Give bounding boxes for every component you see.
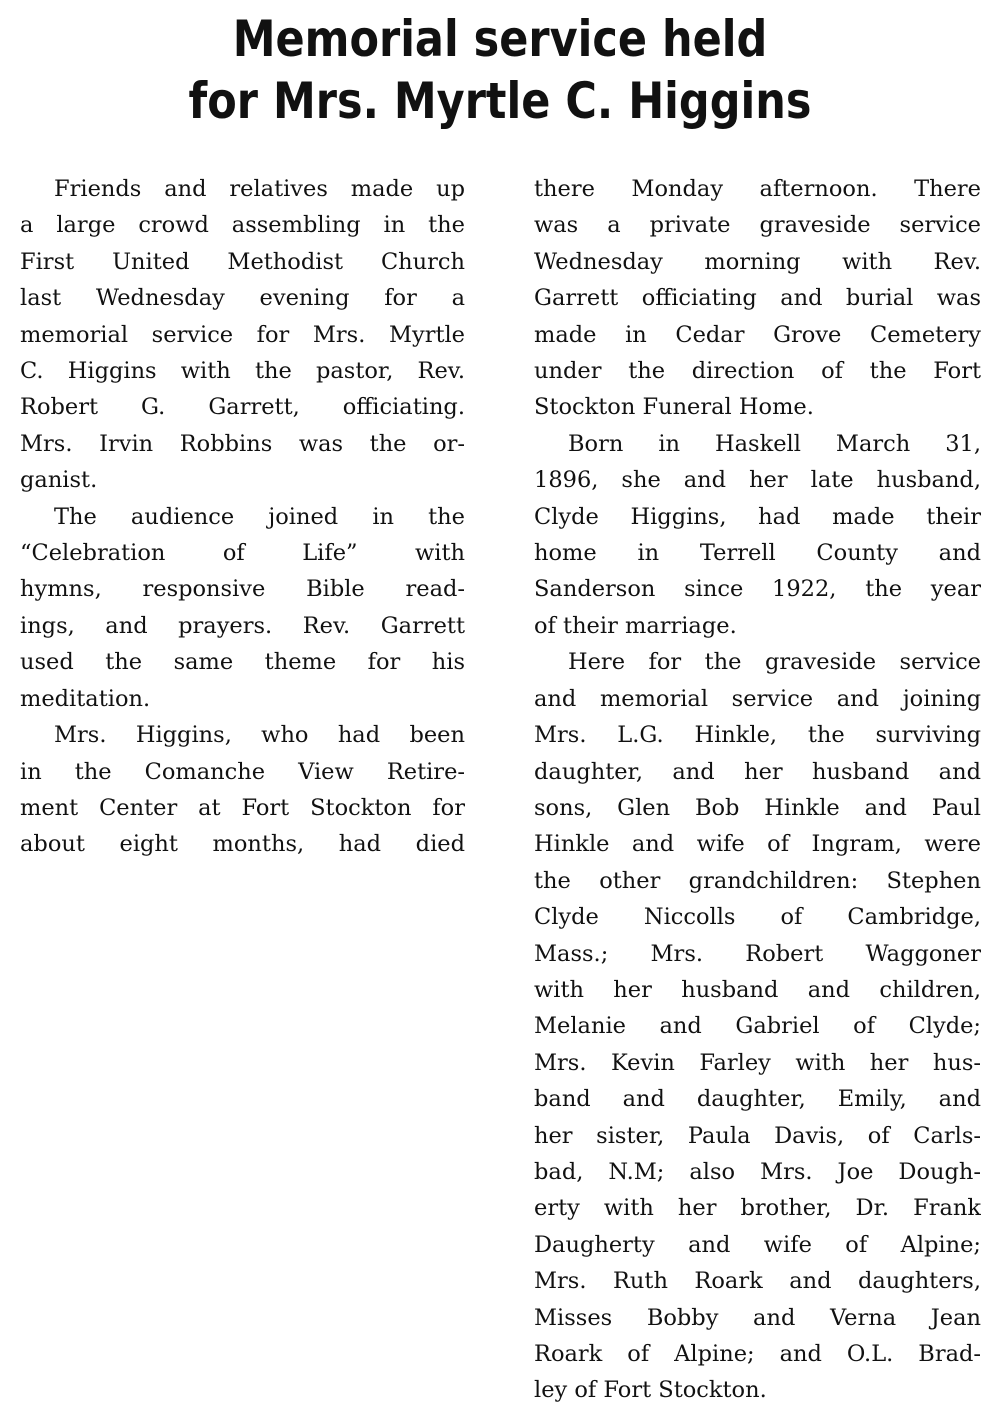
text-line: Hinkle and wife of Ingram, were [534,831,981,858]
text-line: Roark of Alpine; and O.L. Brad- [534,1341,981,1367]
text-line: ganist. [20,467,98,494]
text-line: last Wednesday evening for a [20,285,465,312]
text-line: Clyde Niccolls of Cambridge, [534,904,981,931]
headline-line-1: Memorial service held [232,10,768,68]
text-line: of their marriage. [534,612,737,639]
text-line: C. Higgins with the pastor, Rev. [20,358,465,385]
right-column [534,171,981,1409]
text-line: under the direction of the Fort [534,358,981,385]
text-line: Garrett officiating and burial was [534,285,981,312]
paragraph-birth-and-marriage [534,426,981,644]
text-line: Mrs. Ruth Roark and daughters, [534,1268,981,1295]
text-line: erty with her brother, Dr. Frank [534,1195,981,1222]
text-line: 1896, she and her late husband, [534,467,981,494]
text-line: Mrs. L.G. Hinkle, the surviving [534,722,981,749]
text-line: Robert G. Garrett, officiating. [20,394,465,421]
text-line: Misses Bobby and Verna Jean [534,1304,981,1331]
headline-line-2: for Mrs. Myrtle C. Higgins [188,72,812,130]
text-line: meditation. [20,685,151,712]
text-line: memorial service for Mrs. Myrtle [20,321,465,348]
text-line: Stockton Funeral Home. [534,394,814,421]
text-line: used the same theme for his [20,649,465,676]
text-line: The audience joined in the [54,503,465,530]
text-line: bad, N.M; also Mrs. Joe Dough- [534,1158,981,1185]
text-line: a large crowd assembling in the [20,212,465,239]
text-line: was a private graveside service [534,212,981,239]
left-column [20,171,465,863]
text-line: Here for the graveside service [568,649,981,676]
text-line: there Monday afternoon. There [534,176,981,202]
text-line: sons, Glen Bob Hinkle and Paul [534,794,981,821]
text-line: about eight months, had died [20,831,465,858]
text-line: home in Terrell County and [534,540,981,567]
text-line: Wednesday morning with Rev. [534,248,981,275]
text-line: Mrs. Irvin Robbins was the or- [20,430,465,457]
text-line: First United Methodist Church [20,248,465,275]
text-line: ment Center at Fort Stockton for [20,794,465,821]
text-line: band and daughter, Emily, and [534,1086,981,1113]
text-line: the other grandchildren: Stephen [534,867,981,894]
text-line: Born in Haskell March 31, [568,430,981,457]
text-line: Melanie and Gabriel of Clyde; [534,1013,981,1040]
text-line: Clyde Higgins, had made their [534,503,981,530]
paragraph-memorial-service [20,171,465,499]
text-line: Daugherty and wife of Alpine; [534,1231,981,1258]
text-line: Mrs. Kevin Farley with her hus- [534,1049,981,1076]
text-line: Mass.; Mrs. Robert Waggoner [534,940,981,967]
paragraph-retirement-center [20,717,465,863]
text-line: ley of Fort Stockton. [534,1377,767,1404]
text-line: Friends and relatives made up [54,176,465,202]
text-line: her sister, Paula Davis, of Carls- [534,1122,981,1149]
text-line: hymns, responsive Bible read- [20,576,465,603]
paragraph-celebration-of-life [20,499,465,717]
headline [70,8,930,132]
paragraph-graveside-service [534,171,981,426]
text-line: ings, and prayers. Rev. Garrett [20,612,465,639]
text-line: daughter, and her husband and [534,758,981,785]
paragraph-survivors [534,644,981,1409]
text-line: Mrs. Higgins, who had been [54,722,465,749]
text-line: with her husband and children, [534,976,981,1003]
text-line: in the Comanche View Retire- [20,758,465,785]
text-line: made in Cedar Grove Cemetery [534,321,981,348]
text-line: and memorial service and joining [534,685,981,712]
text-line: “Celebration of Life” with [20,540,465,567]
text-line: Sanderson since 1922, the year [534,576,981,603]
